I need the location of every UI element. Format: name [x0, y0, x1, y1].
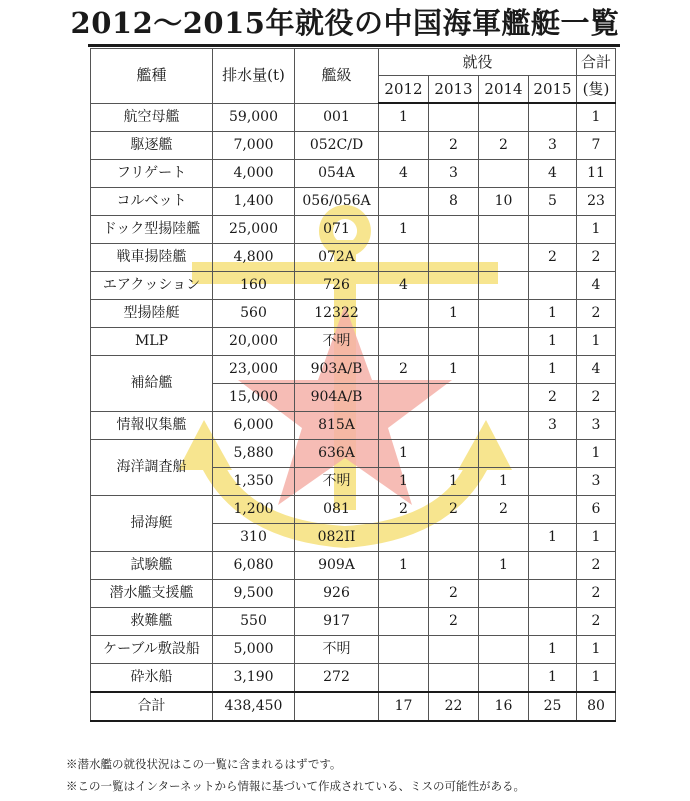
cell-2013 — [429, 103, 479, 132]
cell-total: 2 — [577, 384, 616, 412]
cell-displacement: 3,190 — [213, 664, 295, 693]
cell-type: コルベット — [91, 188, 213, 216]
header-year-2015: 2015 — [529, 76, 577, 104]
cell-displacement: 560 — [213, 300, 295, 328]
cell-2013 — [429, 412, 479, 440]
cell-type: 砕氷船 — [91, 664, 213, 693]
cell-2015 — [529, 216, 577, 244]
table-row — [91, 328, 616, 356]
cell-total: 3 — [577, 468, 616, 496]
cell-2014 — [479, 216, 529, 244]
totals-2012: 17 — [379, 692, 429, 721]
cell-2013: 2 — [429, 580, 479, 608]
cell-2013: 2 — [429, 496, 479, 524]
page-title: 2012〜2015年就役の中国海軍艦艇一覧 — [70, 6, 620, 40]
cell-displacement: 160 — [213, 272, 295, 300]
cell-total: 2 — [577, 580, 616, 608]
table-row — [91, 188, 616, 216]
cell-class: 917 — [295, 608, 379, 636]
cell-2015: 4 — [529, 160, 577, 188]
cell-2014 — [479, 440, 529, 468]
cell-2015 — [529, 272, 577, 300]
header-year-2014: 2014 — [479, 76, 529, 104]
cell-displacement: 9,500 — [213, 580, 295, 608]
cell-class: 不明 — [295, 636, 379, 664]
header-total: 合計 — [577, 49, 616, 76]
cell-2013: 3 — [429, 160, 479, 188]
cell-type: MLP — [91, 328, 213, 356]
cell-type: 補給艦 — [91, 356, 213, 412]
cell-2012 — [379, 244, 429, 272]
cell-class: 903A/B — [295, 356, 379, 384]
cell-2015 — [529, 496, 577, 524]
cell-class: 272 — [295, 664, 379, 693]
cell-displacement: 20,000 — [213, 328, 295, 356]
cell-displacement: 5,880 — [213, 440, 295, 468]
cell-2014 — [479, 412, 529, 440]
cell-2012 — [379, 384, 429, 412]
header-year-2012: 2012 — [379, 76, 429, 104]
totals-label: 合計 — [91, 692, 213, 721]
table-row — [91, 496, 616, 524]
cell-2012: 4 — [379, 272, 429, 300]
footnote-source: ※この一覧はインターネットから情報に基づいて作成されている、ミスの可能性がある。 — [66, 779, 525, 793]
cell-total: 6 — [577, 496, 616, 524]
table-row — [91, 300, 616, 328]
cell-2013 — [429, 272, 479, 300]
cell-2012: 1 — [379, 468, 429, 496]
cell-class: 636A — [295, 440, 379, 468]
cell-type: 海洋調査船 — [91, 440, 213, 496]
cell-2012 — [379, 300, 429, 328]
cell-displacement: 59,000 — [213, 103, 295, 132]
cell-2014 — [479, 328, 529, 356]
cell-class: 909A — [295, 552, 379, 580]
cell-displacement: 4,800 — [213, 244, 295, 272]
cell-total: 23 — [577, 188, 616, 216]
cell-displacement: 5,000 — [213, 636, 295, 664]
totals-2015: 25 — [529, 692, 577, 721]
table-row — [91, 272, 616, 300]
cell-total: 3 — [577, 412, 616, 440]
table-row — [91, 412, 616, 440]
cell-total: 11 — [577, 160, 616, 188]
table-row — [91, 216, 616, 244]
totals-2013: 22 — [429, 692, 479, 721]
cell-total: 1 — [577, 103, 616, 132]
table-row — [91, 580, 616, 608]
totals-2014: 16 — [479, 692, 529, 721]
cell-displacement: 310 — [213, 524, 295, 552]
table-row — [91, 160, 616, 188]
cell-class: 926 — [295, 580, 379, 608]
cell-2013 — [429, 636, 479, 664]
cell-2012 — [379, 664, 429, 693]
cell-2013 — [429, 216, 479, 244]
cell-total: 1 — [577, 328, 616, 356]
cell-type: 試験艦 — [91, 552, 213, 580]
table-row — [91, 132, 616, 160]
cell-2014 — [479, 608, 529, 636]
cell-2012 — [379, 636, 429, 664]
cell-total: 1 — [577, 664, 616, 693]
cell-type: 救難艦 — [91, 608, 213, 636]
cell-2014: 1 — [479, 552, 529, 580]
cell-2015: 2 — [529, 244, 577, 272]
table-row — [91, 103, 616, 132]
cell-2014 — [479, 580, 529, 608]
cell-total: 1 — [577, 636, 616, 664]
cell-2014 — [479, 244, 529, 272]
cell-2012 — [379, 608, 429, 636]
cell-total: 2 — [577, 300, 616, 328]
cell-displacement: 550 — [213, 608, 295, 636]
cell-2014 — [479, 524, 529, 552]
header-year-2013: 2013 — [429, 76, 479, 104]
cell-displacement: 23,000 — [213, 356, 295, 384]
totals-row — [91, 692, 616, 721]
header-class: 艦級 — [295, 49, 379, 104]
cell-2014: 1 — [479, 468, 529, 496]
cell-total: 1 — [577, 216, 616, 244]
cell-2014: 2 — [479, 496, 529, 524]
cell-class: 12322 — [295, 300, 379, 328]
cell-type: ケーブル敷設船 — [91, 636, 213, 664]
cell-total: 4 — [577, 272, 616, 300]
cell-class: 不明 — [295, 328, 379, 356]
cell-2013 — [429, 664, 479, 693]
cell-displacement: 1,350 — [213, 468, 295, 496]
cell-2013 — [429, 384, 479, 412]
cell-2015: 3 — [529, 412, 577, 440]
cell-displacement: 6,080 — [213, 552, 295, 580]
cell-2014 — [479, 103, 529, 132]
cell-class: 726 — [295, 272, 379, 300]
cell-total: 2 — [577, 244, 616, 272]
cell-2015: 1 — [529, 664, 577, 693]
cell-2014 — [479, 272, 529, 300]
cell-2012 — [379, 132, 429, 160]
cell-class: 001 — [295, 103, 379, 132]
cell-class: 056/056A — [295, 188, 379, 216]
cell-2015 — [529, 440, 577, 468]
header-commissioned: 就役 — [379, 49, 577, 76]
cell-class: 081 — [295, 496, 379, 524]
cell-2012: 1 — [379, 552, 429, 580]
cell-2014 — [479, 300, 529, 328]
cell-2012: 4 — [379, 160, 429, 188]
cell-2013 — [429, 440, 479, 468]
cell-2015: 1 — [529, 356, 577, 384]
cell-2014 — [479, 160, 529, 188]
table-row — [91, 356, 616, 384]
cell-class: 071 — [295, 216, 379, 244]
cell-2012: 1 — [379, 216, 429, 244]
cell-type: 掃海艇 — [91, 496, 213, 552]
cell-2013: 2 — [429, 608, 479, 636]
cell-2015 — [529, 580, 577, 608]
table-row — [91, 244, 616, 272]
cell-type: 駆逐艦 — [91, 132, 213, 160]
cell-class: 不明 — [295, 468, 379, 496]
cell-type: ドック型揚陸艦 — [91, 216, 213, 244]
cell-class: 904A/B — [295, 384, 379, 412]
cell-2013: 8 — [429, 188, 479, 216]
cell-2015 — [529, 468, 577, 496]
cell-displacement: 6,000 — [213, 412, 295, 440]
table-row — [91, 664, 616, 693]
fleet-table — [90, 48, 616, 722]
cell-class: 072A — [295, 244, 379, 272]
cell-2012 — [379, 328, 429, 356]
cell-type: フリゲート — [91, 160, 213, 188]
cell-2012 — [379, 412, 429, 440]
cell-class: 052C/D — [295, 132, 379, 160]
cell-2014 — [479, 636, 529, 664]
cell-2014 — [479, 356, 529, 384]
table-row — [91, 636, 616, 664]
cell-2015: 3 — [529, 132, 577, 160]
cell-displacement: 1,400 — [213, 188, 295, 216]
cell-2013 — [429, 328, 479, 356]
cell-type: 潜水艦支援艦 — [91, 580, 213, 608]
cell-total: 2 — [577, 608, 616, 636]
header-displacement: 排水量(t) — [213, 49, 295, 104]
cell-type: エアクッション — [91, 272, 213, 300]
cell-class: 054A — [295, 160, 379, 188]
cell-type: 航空母艦 — [91, 103, 213, 132]
cell-2015 — [529, 608, 577, 636]
cell-2015: 1 — [529, 328, 577, 356]
cell-displacement: 1,200 — [213, 496, 295, 524]
cell-2012: 2 — [379, 356, 429, 384]
cell-class: 815A — [295, 412, 379, 440]
cell-2012: 2 — [379, 496, 429, 524]
cell-total: 1 — [577, 524, 616, 552]
cell-displacement: 4,000 — [213, 160, 295, 188]
cell-2014 — [479, 664, 529, 693]
cell-2014 — [479, 384, 529, 412]
cell-2012: 1 — [379, 103, 429, 132]
header-row — [91, 49, 616, 76]
cell-2012 — [379, 188, 429, 216]
cell-2013 — [429, 552, 479, 580]
cell-total: 2 — [577, 552, 616, 580]
cell-type: 戦車揚陸艦 — [91, 244, 213, 272]
header-total-unit: (隻) — [577, 76, 616, 104]
cell-2015: 1 — [529, 636, 577, 664]
cell-2015: 1 — [529, 524, 577, 552]
cell-2015 — [529, 103, 577, 132]
cell-2013 — [429, 524, 479, 552]
cell-2013: 1 — [429, 356, 479, 384]
cell-2013: 1 — [429, 300, 479, 328]
table-row — [91, 440, 616, 468]
cell-2014: 2 — [479, 132, 529, 160]
cell-total: 7 — [577, 132, 616, 160]
cell-2015: 2 — [529, 384, 577, 412]
totals-class — [295, 692, 379, 721]
cell-2012: 1 — [379, 440, 429, 468]
cell-total: 1 — [577, 440, 616, 468]
cell-2015: 5 — [529, 188, 577, 216]
footnote-submarines: ※潜水艦の就役状況はこの一覧に含まれるはずです。 — [66, 757, 342, 771]
cell-2013: 2 — [429, 132, 479, 160]
cell-2014: 10 — [479, 188, 529, 216]
totals-total: 80 — [577, 692, 616, 721]
cell-displacement: 15,000 — [213, 384, 295, 412]
cell-2015: 1 — [529, 300, 577, 328]
cell-total: 4 — [577, 356, 616, 384]
cell-displacement: 25,000 — [213, 216, 295, 244]
cell-2012 — [379, 524, 429, 552]
cell-displacement: 7,000 — [213, 132, 295, 160]
table-row — [91, 608, 616, 636]
cell-2013 — [429, 244, 479, 272]
title-underline — [88, 44, 620, 47]
cell-2015 — [529, 552, 577, 580]
cell-2013: 1 — [429, 468, 479, 496]
cell-class: 082II — [295, 524, 379, 552]
table-row — [91, 552, 616, 580]
cell-2012 — [379, 580, 429, 608]
cell-type: 型揚陸艇 — [91, 300, 213, 328]
totals-displacement: 438,450 — [213, 692, 295, 721]
cell-type: 情報収集艦 — [91, 412, 213, 440]
header-type: 艦種 — [91, 49, 213, 104]
